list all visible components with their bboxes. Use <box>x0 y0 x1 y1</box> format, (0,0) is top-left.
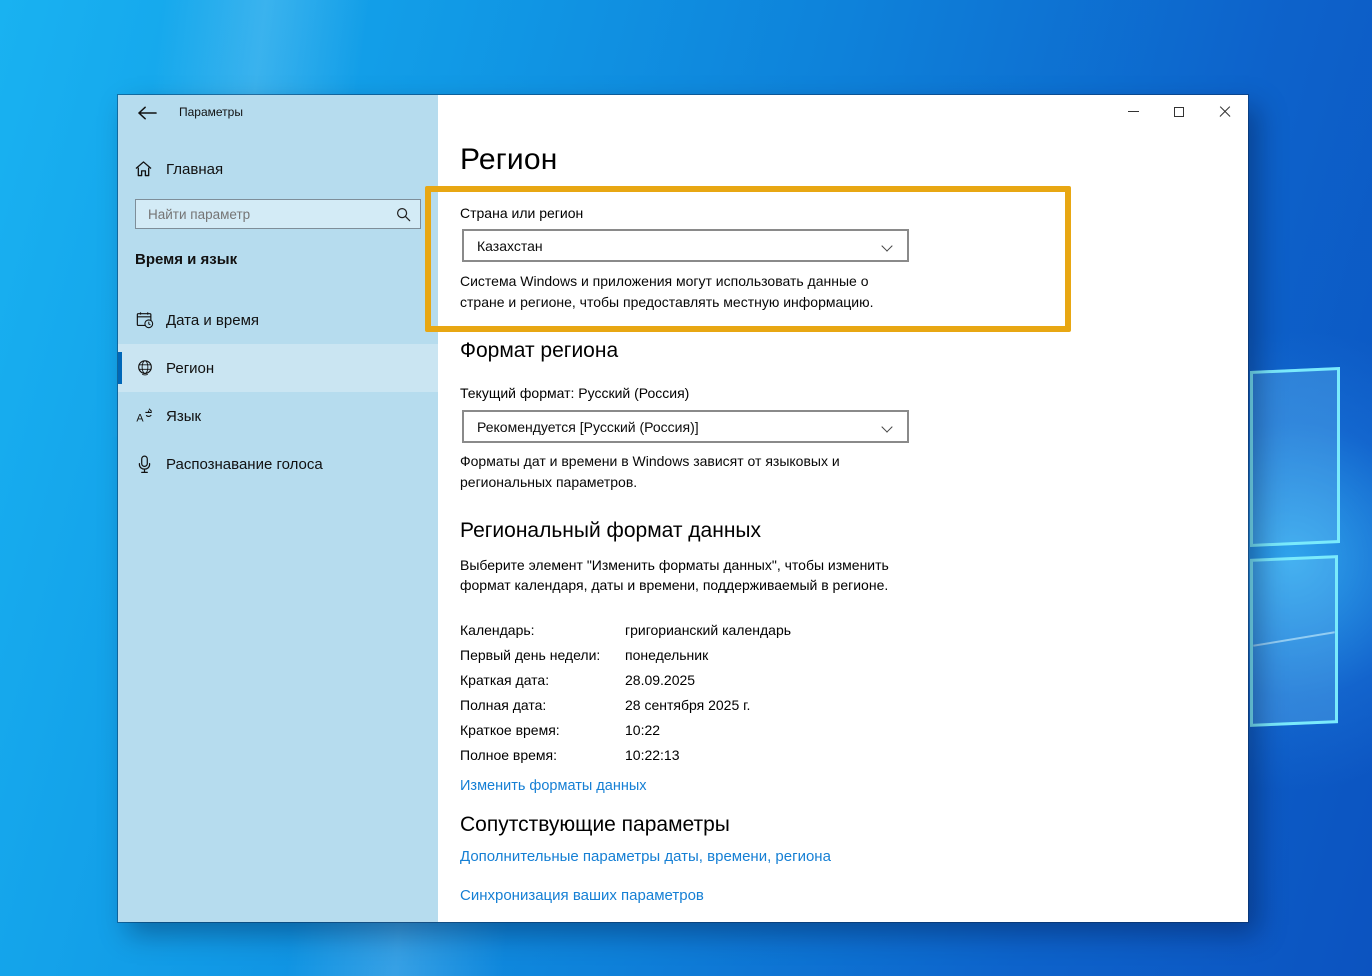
sidebar-item-home[interactable] <box>118 154 438 184</box>
related-settings-heading: Сопутствующие параметры <box>460 813 730 836</box>
sidebar <box>118 95 438 922</box>
wallpaper-window-pane <box>1250 555 1338 727</box>
country-label: Страна или регион <box>460 205 584 221</box>
wallpaper-window-pane <box>1250 367 1340 547</box>
sync-settings-link[interactable]: Синхронизация ваших параметров <box>460 887 704 904</box>
minimize-icon <box>1128 111 1139 112</box>
search-icon[interactable] <box>396 207 411 222</box>
page-title: Регион <box>460 143 558 176</box>
region-format-heading: Формат региона <box>460 339 619 362</box>
sidebar-item-label: Регион <box>166 359 215 377</box>
regional-data-description: Выберите элемент "Изменить форматы данных", чтобы изменить формат календаря, даты и времени, поддерживаемый в регионе. <box>460 557 889 594</box>
sidebar-item-label: Распознавание голоса <box>166 455 323 473</box>
region-format-dropdown[interactable] <box>462 410 909 443</box>
maximize-button[interactable] <box>1156 95 1202 128</box>
microphone-icon <box>135 455 154 474</box>
row-label: Краткое время: <box>460 721 560 738</box>
row-value: 10:22 <box>625 721 661 738</box>
search-input[interactable] <box>136 207 396 222</box>
window-title: Параметры <box>179 105 243 119</box>
back-button[interactable] <box>132 100 162 126</box>
current-format-text: Текущий формат: Русский (Россия) <box>460 385 690 401</box>
sidebar-item-label: Главная <box>166 160 224 178</box>
table-row <box>460 717 940 742</box>
settings-search <box>135 199 421 229</box>
wallpaper-light-streak <box>1253 631 1335 647</box>
chevron-down-icon <box>881 421 892 432</box>
sidebar-section-header: Время и язык <box>135 251 238 268</box>
table-row <box>460 617 940 642</box>
country-dropdown[interactable] <box>462 229 909 262</box>
table-row <box>460 742 940 767</box>
row-label: Краткая дата: <box>460 671 550 688</box>
edit-data-formats-link[interactable]: Изменить форматы данных <box>460 778 647 794</box>
table-row <box>460 692 940 717</box>
svg-text:A: A <box>136 412 144 425</box>
sidebar-item-date-time[interactable] <box>118 296 438 344</box>
row-value: 28.09.2025 <box>625 671 696 688</box>
row-value: 28 сентября 2025 г. <box>625 696 751 713</box>
row-value: григорианский календарь <box>625 621 792 638</box>
sidebar-item-label: Язык <box>166 407 202 425</box>
row-value: понедельник <box>625 646 709 663</box>
additional-date-time-region-link[interactable]: Дополнительные параметры даты, времени, региона <box>460 848 831 865</box>
row-label: Первый день недели: <box>460 646 601 663</box>
minimize-button[interactable] <box>1110 95 1156 128</box>
table-row <box>460 642 940 667</box>
maximize-icon <box>1174 107 1184 117</box>
globe-icon <box>135 359 154 377</box>
country-description: Система Windows и приложения могут использовать данные о стране и регионе, чтобы предоставлять местную информацию. <box>460 273 874 310</box>
sidebar-item-language[interactable] <box>118 392 438 440</box>
settings-window <box>118 95 1248 922</box>
region-format-dropdown-value: Рекомендуется [Русский (Россия)] <box>477 418 699 435</box>
sidebar-item-speech[interactable] <box>118 440 438 488</box>
home-icon <box>135 161 152 177</box>
calendar-clock-icon <box>135 311 154 329</box>
sidebar-item-label: Дата и время <box>166 311 260 329</box>
close-button[interactable] <box>1202 95 1248 128</box>
back-arrow-icon <box>138 106 157 120</box>
sidebar-item-region[interactable] <box>118 344 438 392</box>
window-caption-buttons <box>1110 95 1248 128</box>
table-row <box>460 667 940 692</box>
row-value: 10:22:13 <box>625 746 680 763</box>
regional-data-heading: Региональный формат данных <box>460 519 762 542</box>
language-icon <box>135 407 154 425</box>
row-label: Полная дата: <box>460 696 547 713</box>
row-label: Календарь: <box>460 621 535 638</box>
regional-data-table <box>460 617 940 767</box>
row-label: Полное время: <box>460 746 558 763</box>
settings-content <box>438 95 1248 922</box>
region-format-description: Форматы дат и времени в Windows зависят от языковых и региональных параметров. <box>460 453 840 490</box>
country-dropdown-value: Казахстан <box>477 237 543 254</box>
close-icon <box>1219 106 1231 118</box>
chevron-down-icon <box>881 240 892 251</box>
sidebar-nav <box>118 296 438 488</box>
